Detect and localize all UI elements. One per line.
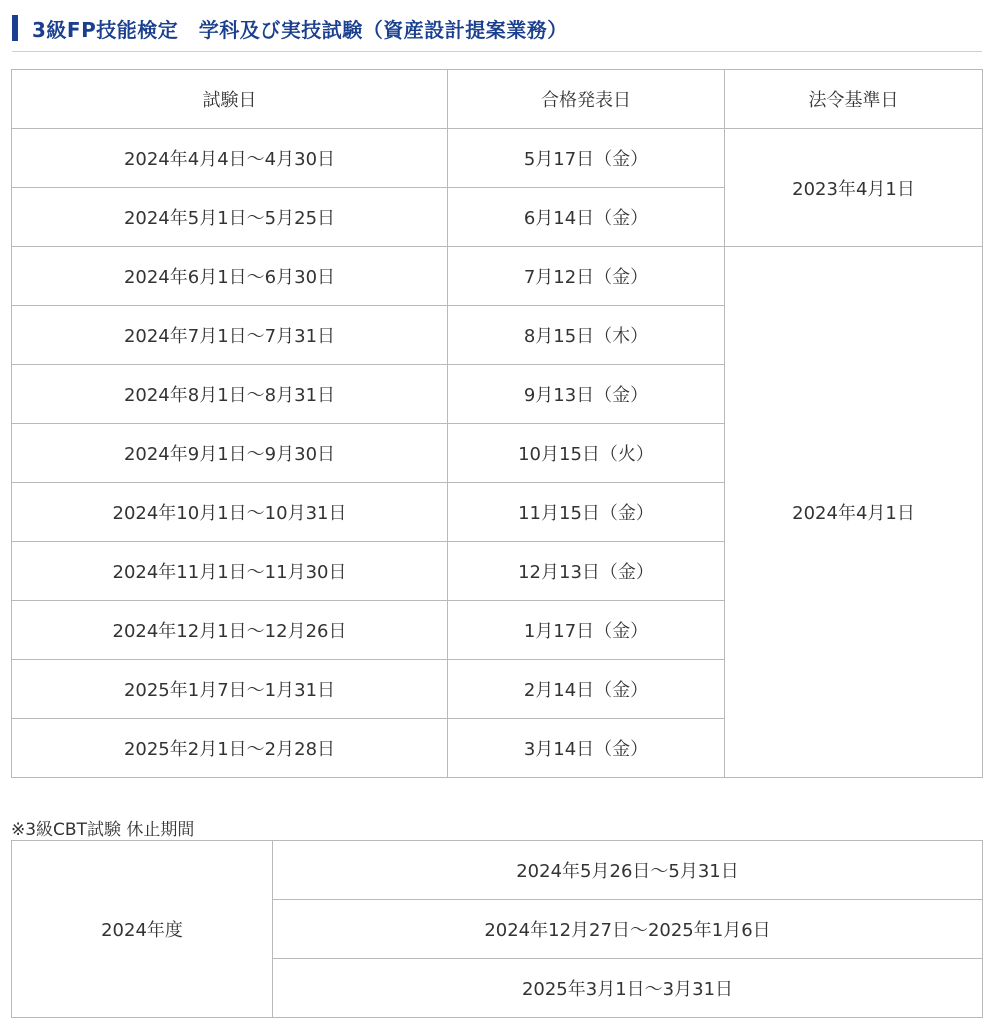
table-row <box>12 129 983 188</box>
page-title: 3級FP技能検定 学科及び実技試験（資産設計提案業務） <box>32 18 568 42</box>
result-date-cell: 3月14日（金） <box>448 719 725 778</box>
section-heading <box>12 12 982 52</box>
exam-date-cell: 2024年8月1日〜8月31日 <box>12 365 448 424</box>
suspension-note: ※3級CBT試験 休止期間 <box>11 820 195 840</box>
suspension-period-cell: 2024年5月26日〜5月31日 <box>273 841 983 900</box>
suspension-period-cell: 2025年3月1日〜3月31日 <box>273 959 983 1018</box>
heading-accent-bar <box>12 15 18 41</box>
result-date-cell: 11月15日（金） <box>448 483 725 542</box>
fiscal-year-cell: 2024年度 <box>12 841 273 1018</box>
result-date-cell: 6月14日（金） <box>448 188 725 247</box>
exam-date-cell: 2024年11月1日〜11月30日 <box>12 542 448 601</box>
base-date-cell: 2023年4月1日 <box>725 129 983 247</box>
exam-date-cell: 2024年5月1日〜5月25日 <box>12 188 448 247</box>
table-row <box>12 247 983 306</box>
base-date-cell: 2024年4月1日 <box>725 247 983 778</box>
exam-date-cell: 2024年12月1日〜12月26日 <box>12 601 448 660</box>
suspension-period-cell: 2024年12月27日〜2025年1月6日 <box>273 900 983 959</box>
exam-date-cell: 2024年4月4日〜4月30日 <box>12 129 448 188</box>
exam-date-cell: 2025年2月1日〜2月28日 <box>12 719 448 778</box>
exam-date-cell: 2024年9月1日〜9月30日 <box>12 424 448 483</box>
header-base-date: 法令基準日 <box>725 70 983 129</box>
exam-date-cell: 2024年10月1日〜10月31日 <box>12 483 448 542</box>
exam-date-cell: 2025年1月7日〜1月31日 <box>12 660 448 719</box>
result-date-cell: 9月13日（金） <box>448 365 725 424</box>
result-date-cell: 1月17日（金） <box>448 601 725 660</box>
result-date-cell: 5月17日（金） <box>448 129 725 188</box>
result-date-cell: 7月12日（金） <box>448 247 725 306</box>
exam-schedule-table <box>11 69 983 778</box>
result-date-cell: 2月14日（金） <box>448 660 725 719</box>
header-result-date: 合格発表日 <box>448 70 725 129</box>
header-exam-date: 試験日 <box>12 70 448 129</box>
suspension-table <box>11 840 983 1018</box>
exam-date-cell: 2024年7月1日〜7月31日 <box>12 306 448 365</box>
result-date-cell: 10月15日（火） <box>448 424 725 483</box>
table-row <box>12 841 983 900</box>
result-date-cell: 8月15日（木） <box>448 306 725 365</box>
result-date-cell: 12月13日（金） <box>448 542 725 601</box>
table-header-row <box>12 70 983 129</box>
exam-date-cell: 2024年6月1日〜6月30日 <box>12 247 448 306</box>
